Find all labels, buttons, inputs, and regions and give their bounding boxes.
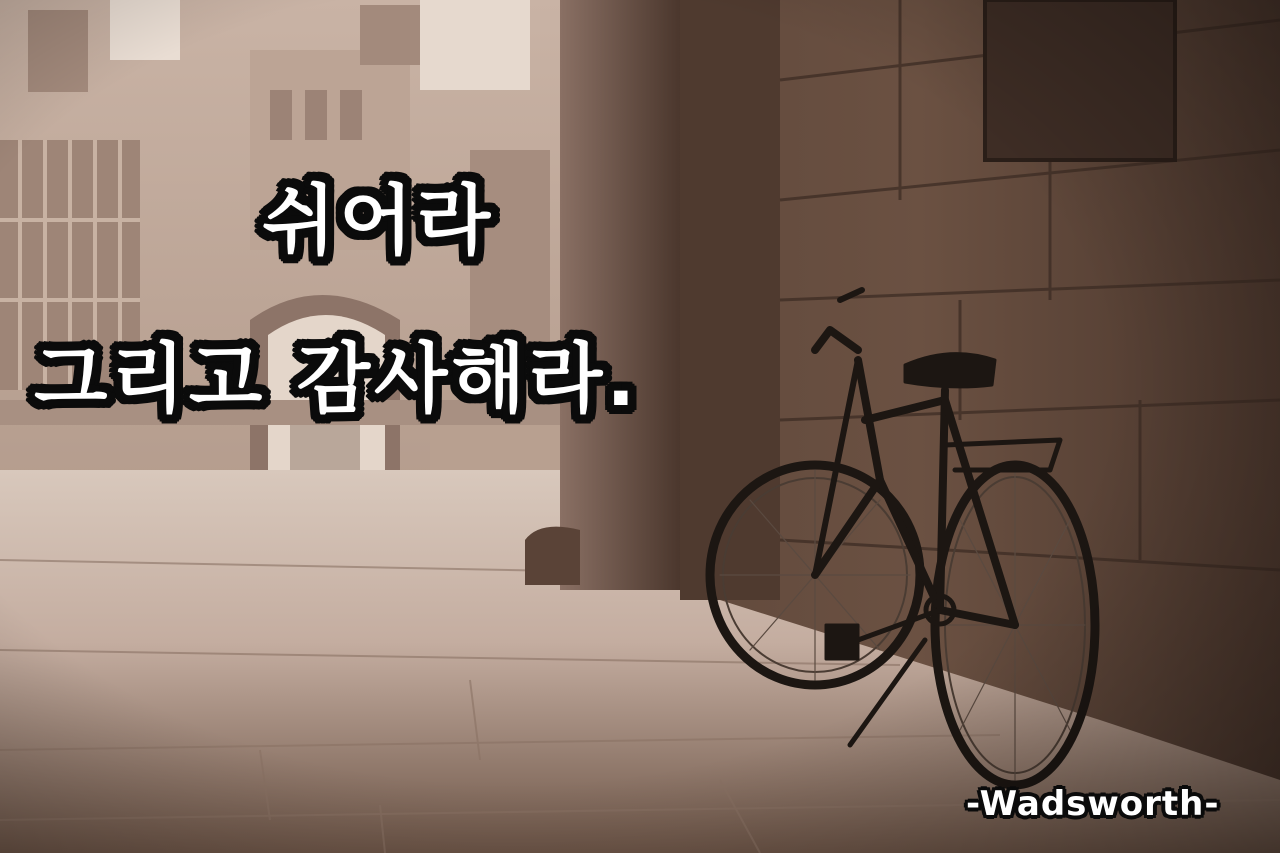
quote-author: -Wadsworth-: [966, 784, 1220, 824]
quote-line-2: 그리고 감사해라.: [34, 334, 640, 423]
quote-line-1: 쉬어라: [262, 176, 495, 265]
